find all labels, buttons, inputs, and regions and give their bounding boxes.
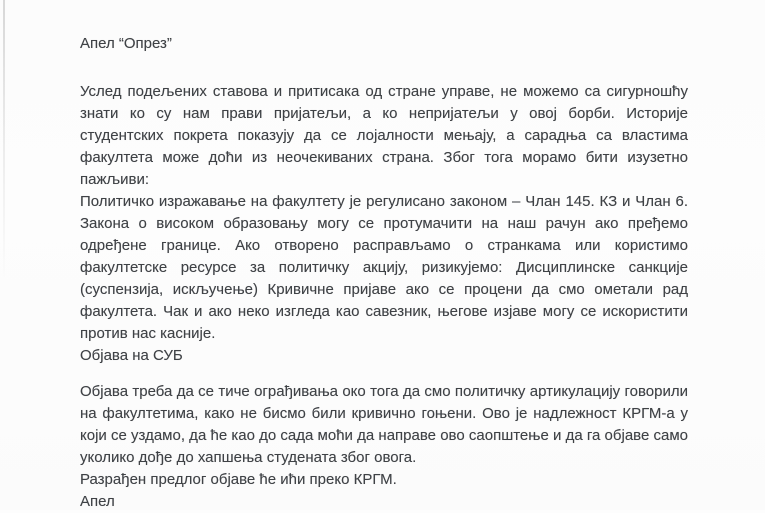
subheading-announcement: Објава на СУБ	[80, 347, 183, 364]
document-title: Апел “Опрез”	[80, 35, 172, 52]
paragraph-legal-risks: Политичко изражавање на факултету је регулисано законом – Члан 145. КЗ и Члан 6. Закона о високом образовању могу се протумачити на наш рачун ако пређемо одређене границе. Ако отворено расправљамо о странкама или користимо факултетске ресурсе за политичку акцију, ризикујемо: Дисциплинске санкције (суспензија, искључење) Кривичне пријаве ако се процени да смо ометали рад факултета. Чак и ако неко изгледа као савезник, његове изјаве могу се искористити против нас касније.	[80, 193, 688, 342]
document-content	[80, 33, 688, 513]
line-footer-apel: Апел	[80, 493, 115, 510]
paragraph-announcement: Објава треба да се тиче ограђивања око тога да смо политичку артикулацију говорили на факултетима, како не бисмо били кривично гоњени. Ово је надлежност КРГМ-а у који се уздамо, да ће као до сада моћи да направе ово саопштење и да га објаве само уколико дође до хапшења студената због овога.	[80, 383, 688, 466]
scan-edge-artifact	[3, 0, 5, 300]
line-proposal: Разрађен предлог објаве ће ићи преко КРГМ.	[80, 471, 397, 488]
paragraph-intro: Услед подељених ставова и притисака од стране управе, не можемо са сигурношћу знати ко су нам прави пријатељи, а ко непријатељи у овој борби. Историје студентских покрета показују да се лојалности мењају, а сарадња са властима факултета може доћи из неочекиваних страна. Због тога морамо бити изузетно пажљиви:	[80, 83, 688, 188]
